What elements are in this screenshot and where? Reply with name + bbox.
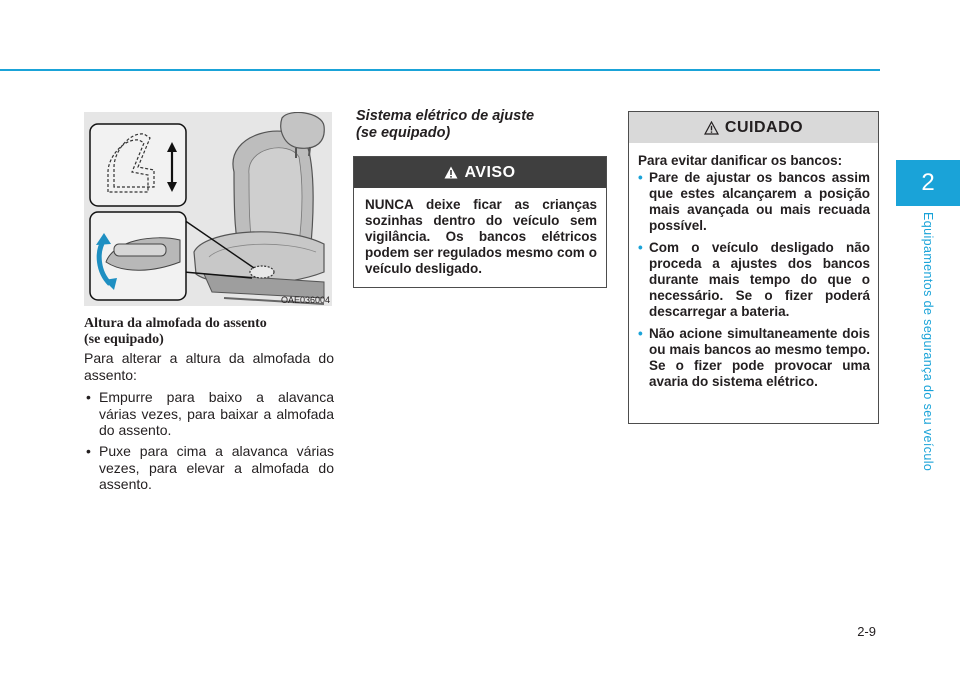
caution-item [638,170,870,234]
caution-box [628,111,879,424]
warning-text: NUNCA deixe ficar as crianças sozinhas dentro do veículo sem vigilância. Os bancos elétricos podem ser regulados mesmo com o veículo desligado. [365,197,597,276]
header-rule [0,69,880,71]
bullet-icon: • [638,240,643,255]
warning-box [353,156,607,288]
caution-intro: Para evitar danificar os bancos: [638,153,843,168]
heading-line: (se equipado) [356,124,451,141]
bullet-icon: • [638,326,643,341]
caution-item-text: Com o veículo desligado não proceda a ajustes dos bancos durante mais tempo do que o necessário. Se o fizer poderá descarregar a bateria. [649,240,870,319]
list-item [84,443,334,493]
caution-item [638,326,870,390]
bullet-text: Puxe para cima a alavanca várias vezes, para elevar a almofada do assento. [99,443,334,492]
seat-illustration [84,112,332,306]
seat-drawing [84,112,332,306]
caution-title: CUIDADO [724,118,804,136]
warning-header [354,157,606,188]
list-item [84,389,334,439]
caution-item [638,240,870,320]
heading-line: (se equipado) [84,332,164,347]
chapter-title: Equipamentos de segurança do seu veículo [921,212,935,472]
page-number: 2-9 [857,624,876,639]
bullet-text: Empurre para baixo a alavanca várias vezes, para baixar a almofada do assento. [99,389,334,438]
warning-triangle-icon [444,166,458,179]
caution-header [629,112,878,143]
warning-title: AVISO [464,163,516,181]
section-heading-power-adjust [356,108,606,141]
bullet-icon: • [86,389,91,405]
heading-line: Altura da almofada do assento [84,316,267,331]
caution-triangle-icon [704,121,719,135]
caution-item-text: Não acione simultaneamente dois ou mais bancos ao mesmo tempo. Se o fizer pode provocar uma avaria do sistema elétrico. [649,326,870,389]
figure-code: OAE036004 [280,295,330,305]
bullet-icon: • [638,170,643,185]
intro-paragraph: Para alterar a altura da almofada do assento: [84,350,334,383]
bullet-icon: • [86,443,91,459]
caution-body [629,143,878,390]
chapter-number-tab: 2 [896,160,960,206]
section-heading-cushion-height [84,316,334,348]
caution-item-text: Pare de ajustar os bancos assim que estes alcançarem a posição mais avançada ou mais recuada possível. [649,170,870,233]
heading-line: Sistema elétrico de ajuste [356,108,535,124]
